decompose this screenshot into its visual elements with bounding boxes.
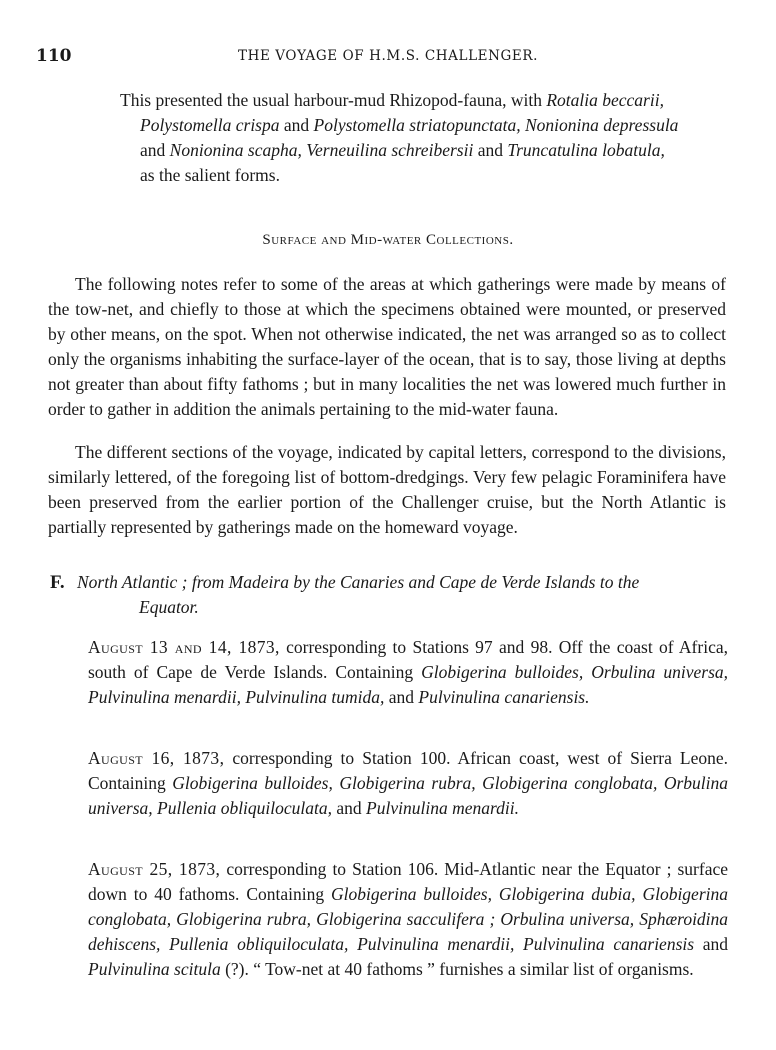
entry-text: and bbox=[332, 798, 367, 818]
species-name: Truncatulina lobatula, bbox=[507, 140, 665, 160]
species-name: Pulvinulina scitula bbox=[88, 959, 221, 979]
paragraph-text: The following notes refer to some of the areas at which gatherings were made by means of the tow-net, and chiefly to those at which the specimens obtained were mounted, or preserved by other means, on the spot. When not otherwise indicated, the net was arranged so as to collect only the organisms inhabiting the surface-layer of the ocean, that is to say, those living at depths not greater than about fifty fathoms ; but in many localities the net was lowered much further in order to gather in addition the animals pertaining to the mid-water fauna. bbox=[48, 274, 726, 419]
species-name: Polystomella striatopunctata, bbox=[313, 115, 521, 135]
species-name: Pulvinulina canariensis. bbox=[418, 687, 590, 707]
entry-text bbox=[514, 934, 523, 954]
paragraph-text: The different sections of the voyage, indicated by capital letters, correspond to the divisions, similarly lettered, of the foregoing list of bottom-dredgings. Very few pelagic Foraminifera have been preserved from the earlier portion of the Challenger cruise, but the North Atlantic is partially represented by gatherings made on the homeward voyage. bbox=[48, 442, 726, 537]
collection-entry bbox=[88, 746, 728, 821]
entry-text: and bbox=[384, 687, 419, 707]
species-name: Globigerina rubra, bbox=[339, 773, 476, 793]
page-number: 110 bbox=[36, 46, 72, 66]
entry-text bbox=[492, 884, 499, 904]
body-paragraph-2 bbox=[48, 440, 726, 540]
species-name: Globigerina dubia, bbox=[498, 884, 636, 904]
lead-text: This presented the usual harbour-mud Rhizopod-fauna, with bbox=[120, 90, 547, 110]
species-name: Nonionina scapha, bbox=[169, 140, 302, 160]
entry-text: (?). “ Tow-net at 40 fathoms ” furnishes a similar list of organisms. bbox=[220, 959, 694, 979]
entry-date: August 13 and 14, 1873, bbox=[88, 637, 280, 657]
entry-text bbox=[348, 934, 357, 954]
species-name: Globigerina conglobata, bbox=[482, 773, 658, 793]
lead-text: and bbox=[140, 140, 170, 160]
lead-text: and bbox=[279, 115, 314, 135]
section-f-line1: North Atlantic ; from Madeira by the Canaries and Cape de Verde Islands to the bbox=[77, 572, 640, 592]
species-name: Pulvinulina tumida, bbox=[245, 687, 385, 707]
species-name: Sphæroidina dehiscens, bbox=[88, 909, 729, 954]
entry-text: corresponding to Stations 97 and 98. Off the coast of Africa, south of Cape de Verde Islands. Containing bbox=[88, 637, 728, 682]
species-name: Globigerina sacculifera ; bbox=[316, 909, 496, 929]
species-name: Orbulina universa, bbox=[591, 662, 729, 682]
collection-entry bbox=[88, 857, 728, 982]
entry-text bbox=[583, 662, 591, 682]
species-name: Globigerina bulloides, bbox=[330, 884, 492, 904]
species-name: Globigerina bulloides, bbox=[172, 773, 333, 793]
species-name: Pullenia obliquiloculata, bbox=[169, 934, 349, 954]
species-name: Orbulina universa, bbox=[500, 909, 635, 929]
species-name: Globigerina rubra, bbox=[176, 909, 312, 929]
species-name: Polystomella crispa bbox=[140, 115, 280, 135]
lead-paragraph bbox=[120, 88, 726, 188]
section-f-line2: Equator. bbox=[139, 597, 199, 617]
lead-text: as the salient forms. bbox=[140, 165, 280, 185]
section-letter: F. bbox=[50, 572, 65, 593]
running-title: THE VOYAGE OF H.M.S. CHALLENGER. bbox=[237, 48, 539, 64]
entry-text: corresponding to Station 100. African coast, west of Sierra Leone. Containing bbox=[88, 748, 729, 793]
species-name: Orbulina universa, bbox=[88, 773, 729, 818]
entry-text bbox=[160, 934, 169, 954]
species-name: Globigerina bulloides, bbox=[421, 662, 584, 682]
collection-entry bbox=[88, 635, 728, 710]
species-name: Pulvinulina menardii. bbox=[366, 798, 519, 818]
species-name: Rotalia beccarii, bbox=[546, 90, 664, 110]
species-name: Pulvinulina menardii, bbox=[88, 687, 241, 707]
section-heading: Surface and Mid-water Collections. bbox=[262, 232, 514, 248]
entry-date: August 16, 1873, bbox=[88, 748, 225, 768]
species-name: Pullenia obliquiloculata, bbox=[157, 798, 333, 818]
species-name: Pulvinulina menardii, bbox=[357, 934, 515, 954]
species-name: Nonionina depressula bbox=[524, 115, 679, 135]
entry-text: corresponding to Station 106. Mid-Atlantic near the Equator ; surface down to 40 fathoms. Containing bbox=[88, 859, 728, 904]
entry-text: and bbox=[694, 934, 729, 954]
species-name: Pulvinulina canariensis bbox=[523, 934, 695, 954]
entry-date: August 25, 1873, bbox=[88, 859, 221, 879]
page-header bbox=[36, 46, 740, 68]
body-paragraph-1 bbox=[48, 272, 726, 422]
section-f-heading bbox=[50, 570, 726, 620]
species-name: Globigerina conglobata, bbox=[88, 884, 728, 929]
species-name: Verneuilina schreibersii bbox=[306, 140, 474, 160]
lead-text: and bbox=[473, 140, 508, 160]
